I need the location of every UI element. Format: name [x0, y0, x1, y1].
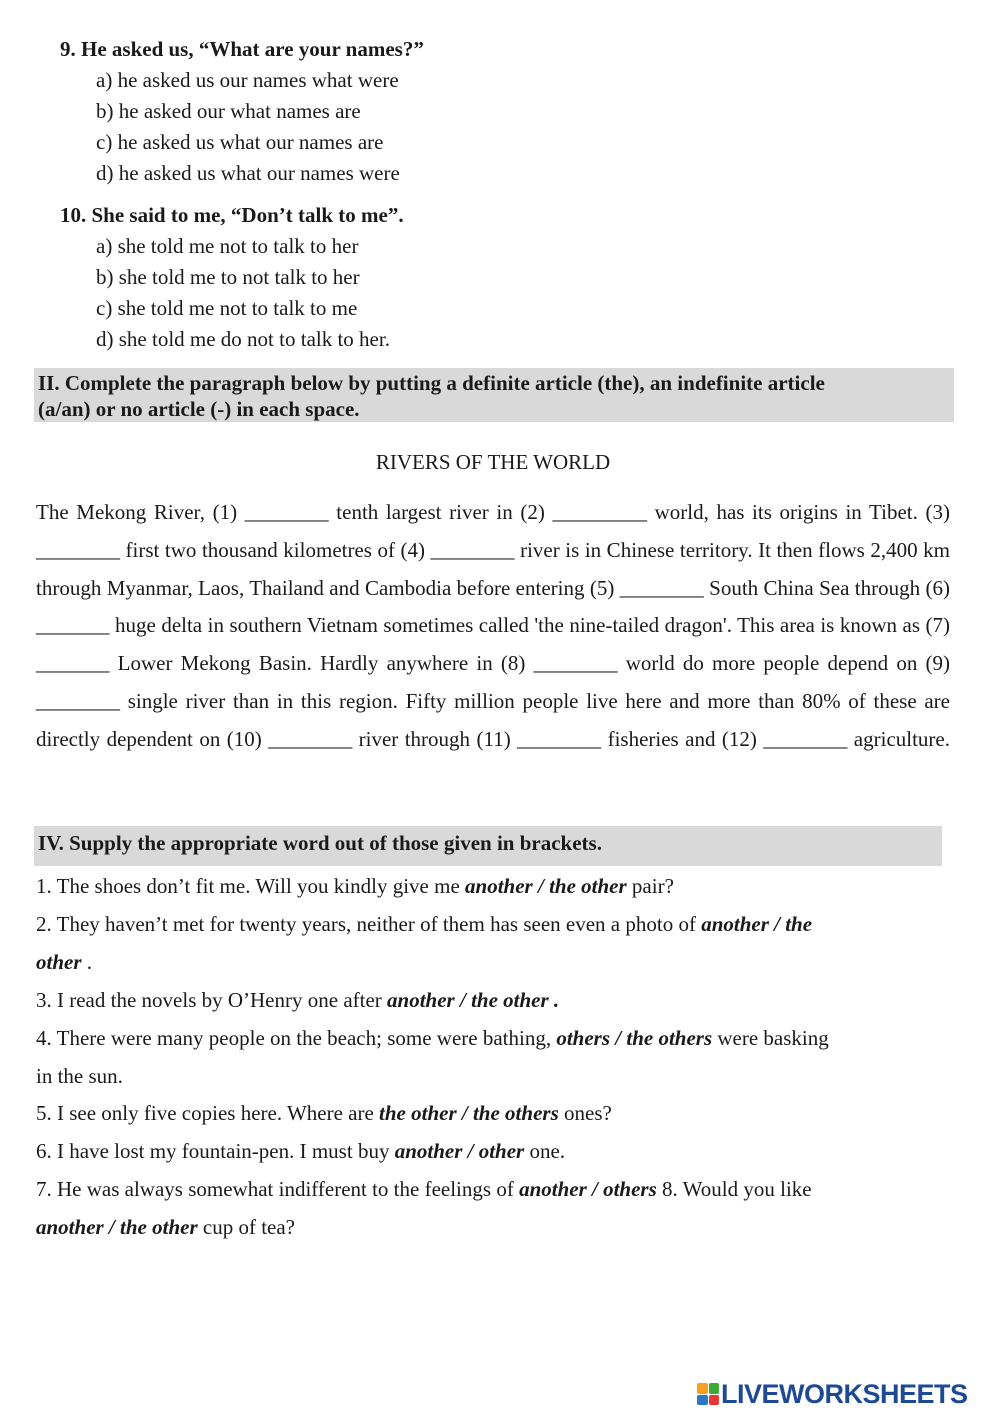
exercise-line-4 [36, 988, 559, 1013]
section-4-heading: IV. Supply the appropriate word out of those given in brackets. [34, 826, 942, 866]
question-9-option-b[interactable]: b) he asked our what names are [96, 99, 361, 123]
section-2-heading-line-2: (a/an) or no article (-) in each space. [38, 397, 360, 421]
question-9-option-a[interactable]: a) he asked us our names what were [96, 68, 399, 92]
question-10-stem: 10. She said to me, “Don’t talk to me”. [60, 203, 404, 227]
question-9-option-c[interactable]: c) he asked us what our names are [96, 130, 384, 154]
exercise-1-text: 1. The shoes don’t fit me. Will you kindly give me [36, 874, 466, 898]
exercise-1-tail: pair? [626, 874, 674, 898]
exercise-7-choices[interactable]: another / others [519, 1177, 657, 1201]
exercise-8-text: 8. Would you like [656, 1177, 812, 1201]
logo-square-4 [709, 1395, 720, 1406]
exercise-line-9 [36, 1177, 812, 1202]
exercise-5-text: 5. I see only five copies here. Where are [36, 1101, 380, 1125]
passage-title: RIVERS OF THE WORLD [375, 450, 611, 474]
exercise-line-6 [36, 1064, 123, 1089]
exercise-5-choices[interactable]: the other / the others [379, 1101, 559, 1125]
exercise-2-text: 2. They haven’t met for twenty years, neither of them has seen even a photo of [36, 912, 702, 936]
logo-square-3 [697, 1395, 708, 1406]
exercise-3-text: 3. I read the novels by O’Henry one after [36, 988, 388, 1012]
question-10-option-b[interactable]: b) she told me to not talk to her [96, 265, 360, 289]
section-2-heading-line-1: II. Complete the paragraph below by putting a definite article (the), an indefinite article [38, 371, 825, 395]
exercise-4-tail-cont: in the sun. [36, 1064, 123, 1088]
question-10-option-c[interactable]: c) she told me not to talk to me [96, 296, 358, 320]
exercise-2-choices-cont[interactable]: other [36, 950, 82, 974]
exercise-line-8 [36, 1139, 565, 1164]
exercise-8-tail: cup of tea? [197, 1215, 295, 1239]
passage-paragraph: The Mekong River, (1) ________ tenth largest river in (2) _________ world, has its origins in Tibet. (3) ________ first two thousand kilometres of (4) ________ river is in Chinese territory. It then flows 2,400 km through Myanmar, Laos, Thailand and Cambodia before entering (5) ________ South China Sea through (6) _______ huge delta in southern Vietnam sometimes called 'the nine-tailed dragon'. This area is known as (7) _______ Lower Mekong Basin. Hardly anywhere in (8) ________ world do more people depend on (9) ________ single river than in this region. Fifty million people live here and more than 80% of these are directly dependent on (10) ________ river through (11) ________ fisheries and (12) ________ agriculture. [36, 500, 950, 751]
logo-square-1 [697, 1383, 708, 1394]
exercise-6-text: 6. I have lost my fountain-pen. I must buy [36, 1139, 395, 1163]
section-2-heading [34, 368, 954, 422]
exercise-line-2 [36, 912, 812, 937]
liveworksheets-logo-icon [697, 1383, 719, 1405]
exercise-1-choices[interactable]: another / the other [465, 874, 627, 898]
liveworksheets-logo[interactable] [697, 1378, 968, 1410]
exercise-8-choices[interactable]: another / the other [36, 1215, 198, 1239]
exercise-2-choices[interactable]: another / the [701, 912, 813, 936]
exercise-line-1 [36, 874, 674, 899]
logo-square-2 [709, 1383, 720, 1394]
question-9-stem: 9. He asked us, “What are your names?” [60, 37, 424, 61]
exercise-line-7 [36, 1101, 612, 1126]
exercise-4-tail: were basking [712, 1026, 829, 1050]
exercise-2-tail: . [81, 950, 93, 974]
exercise-4-choices[interactable]: others / the others [556, 1026, 713, 1050]
exercise-4-text: 4. There were many people on the beach; some were bathing, [36, 1026, 557, 1050]
exercise-line-10 [36, 1215, 295, 1240]
exercise-5-tail: ones? [558, 1101, 612, 1125]
exercise-line-3 [36, 950, 92, 975]
question-10-option-a[interactable]: a) she told me not to talk to her [96, 234, 359, 258]
exercise-line-5 [36, 1026, 829, 1051]
question-10-option-d[interactable]: d) she told me do not to talk to her. [96, 327, 390, 351]
exercise-3-choices[interactable]: another / the other . [387, 988, 560, 1012]
exercise-6-choices[interactable]: another / other [394, 1139, 525, 1163]
exercise-7-text: 7. He was always somewhat indifferent to the feelings of [36, 1177, 520, 1201]
logo-text: LIVEWORKSHEETS [721, 1378, 968, 1409]
exercise-6-tail: one. [524, 1139, 566, 1163]
question-9-option-d[interactable]: d) he asked us what our names were [96, 161, 400, 185]
